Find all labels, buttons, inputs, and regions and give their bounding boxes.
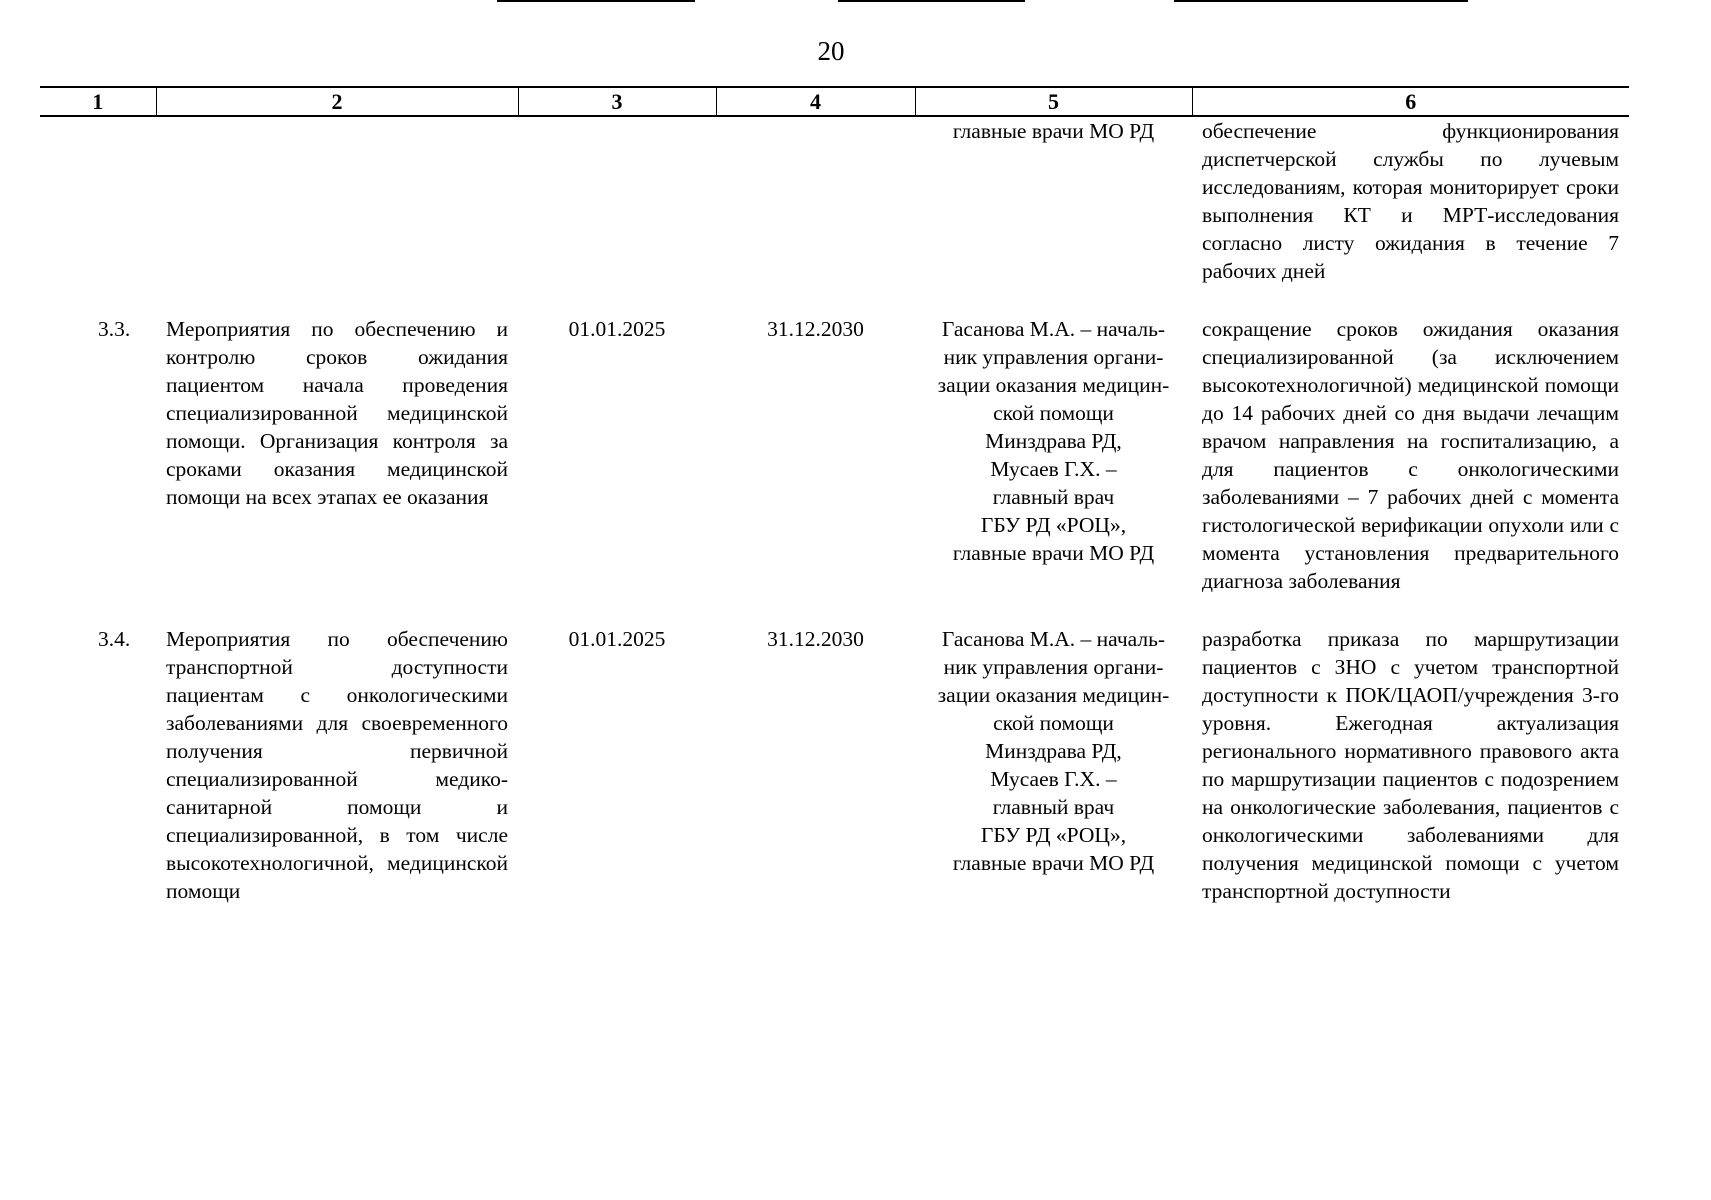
column-header: 6 [1192, 87, 1629, 116]
top-border-fragment [1174, 0, 1468, 2]
column-header: 1 [40, 87, 156, 116]
responsible-line: главные врачи МО РД [952, 541, 1155, 565]
responsible-line: главный врач [992, 485, 1115, 509]
responsible-line: ник управления органи- [943, 345, 1164, 369]
responsible-cell [915, 116, 1192, 315]
responsible-line: ГБУ РД «РОЦ», [980, 513, 1127, 537]
responsible-cell [915, 625, 1192, 905]
responsible-line: зации оказания медицин- [937, 373, 1170, 397]
table-row [40, 315, 1629, 625]
result-cell: сокращение сроков ожидания оказания специализированной (за исключением высокотехнологичной) медицинской помощи до 14 рабочих дней со дня выдачи лечащим врачом направления на госпитализацию, а для пациентов с онкологическими заболеваниями – 7 рабочих дней с момента гистологической верификации опухоли или с момента установления предварительного диагноза заболевания [1202, 317, 1619, 593]
responsible-line: главные врачи МО РД [952, 119, 1155, 143]
table-row [40, 625, 1629, 905]
end-date-cell [716, 116, 915, 315]
responsible-line: ник управления органи- [943, 655, 1164, 679]
responsible-line: главные врачи МО РД [952, 851, 1155, 875]
top-border-fragment [497, 0, 695, 2]
column-header: 3 [518, 87, 716, 116]
measures-table [40, 86, 1629, 905]
page-number: 20 [817, 36, 845, 66]
responsible-line: ской помощи [993, 711, 1114, 735]
responsible-line: Минздрава РД, [985, 429, 1122, 453]
table-row [40, 116, 1629, 315]
column-header: 4 [716, 87, 915, 116]
table-body [40, 116, 1629, 905]
responsible-line: главный врач [992, 795, 1115, 819]
result-cell: разработка приказа по маршрутизации пациентов с ЗНО с учетом транспортной доступности к ПОК/ЦАОП/учреждения 3-го уровня. Ежегодная актуализация регионального нормативного правового акта по маршрутизации пациентов с подозрением на онкологические заболевания, пациентов с онкологическими заболеваниями для получения медицинской помощи с учетом транспортной доступности [1202, 627, 1619, 903]
top-border-fragment [838, 0, 1025, 2]
responsible-line: Минздрава РД, [985, 739, 1122, 763]
column-header: 5 [915, 87, 1192, 116]
end-date-cell: 31.12.2030 [767, 627, 864, 651]
event-cell: Мероприятия по обеспечению транспортной доступности пациентам с онкологическими заболеваниями для своевременного получения первичной специализированной медико-санитарной помощи и специализированной, в том числе высокотехнологичной, медицинской помощи [166, 627, 508, 903]
start-date-cell [518, 116, 716, 315]
result-cell: обеспечение функционирования диспетчерской службы по лучевым исследованиям, которая мониторирует сроки выполнения КТ и МРТ-исследования согласно листу ожидания в течение 7 рабочих дней [1202, 119, 1619, 283]
responsible-line: Мусаев Г.Х. – [990, 457, 1117, 481]
row-number-cell: 3.3. [98, 317, 131, 341]
event-cell: Мероприятия по обеспечению и контролю сроков ожидания пациентом начала проведения специализированной медицинской помощи. Организация контроля за сроками оказания медицинской помощи на всех этапах ее оказания [166, 317, 508, 509]
responsible-line: Гасанова М.А. – началь- [941, 317, 1166, 341]
end-date-cell: 31.12.2030 [767, 317, 864, 341]
header-row [40, 87, 1629, 116]
responsible-cell [915, 315, 1192, 625]
responsible-line: зации оказания медицин- [937, 683, 1170, 707]
row-number-cell [40, 116, 156, 315]
column-header: 2 [156, 87, 518, 116]
table-header [40, 87, 1629, 116]
start-date-cell: 01.01.2025 [568, 627, 666, 651]
row-number-cell: 3.4. [98, 627, 131, 651]
responsible-line: ГБУ РД «РОЦ», [980, 823, 1127, 847]
responsible-line: Мусаев Г.Х. – [990, 767, 1117, 791]
event-cell [156, 116, 518, 315]
responsible-line: ской помощи [993, 401, 1114, 425]
start-date-cell: 01.01.2025 [568, 317, 666, 341]
responsible-line: Гасанова М.А. – началь- [941, 627, 1166, 651]
